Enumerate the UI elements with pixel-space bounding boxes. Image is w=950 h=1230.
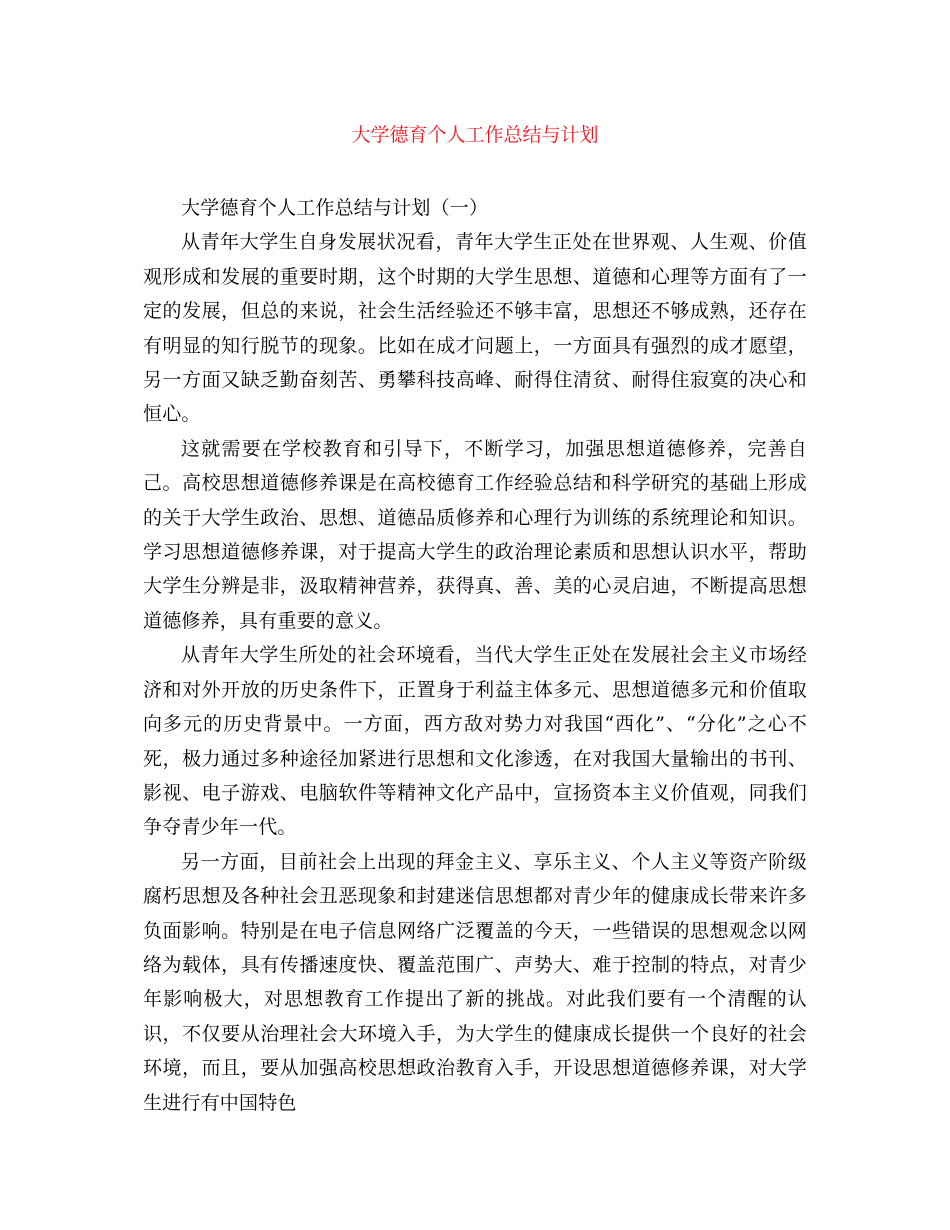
document-title: 大学德育个人工作总结与计划 xyxy=(351,124,599,146)
document-body xyxy=(143,191,807,1120)
paragraph-1: 从青年大学生自身发展状况看，青年大学生正处在世界观、人生观、价值观形成和发展的重要时期，这个时期的大学生思想、道德和心理等方面有了一定的发展，但总的来说，社会生活经验还不够丰富，思想还不够成熟，还存在有明显的知行脱节的现象。比如在成才问题上，一方面具有强烈的成才愿望，另一方面又缺乏勤奋刻苦、勇攀科技高峰、耐得住清贫、耐得住寂寞的决心和恒心。 xyxy=(143,231,807,426)
paragraph-4: 另一方面，目前社会上出现的拜金主义、享乐主义、个人主义等资产阶级腐朽思想及各种社会丑恶现象和封建迷信思想都对青少年的健康成长带来许多负面影响。特别是在电子信息网络广泛覆盖的今天，一些错误的思想观念以网络为载体，具有传播速度快、覆盖范围广、声势大、难于控制的特点，对青少年影响极大，对思想教育工作提出了新的挑战。对此我们要有一个清醒的认识，不仅要从治理社会大环境入手，为大学生的健康成长提供一个良好的社会环境，而且，要从加强高校思想政治教育入手，开设思想道德修养课，对大学生进行有中国特色 xyxy=(143,850,807,1114)
paragraph-2: 这就需要在学校教育和引导下，不断学习，加强思想道德修养，完善自己。高校思想道德修养课是在高校德育工作经验总结和科学研究的基础上形成的关于大学生政治、思想、道德品质修养和心理行为训练的系统理论和知识。学习思想道德修养课，对于提高大学生的政治理论素质和思想认识水平，帮助大学生分辨是非，汲取精神营养，获得真、善、美的心灵启迪，不断提高思想道德修养，具有重要的意义。 xyxy=(143,437,807,632)
paragraph-3: 从青年大学生所处的社会环境看，当代大学生正处在发展社会主义市场经济和对外开放的历史条件下，正置身于利益主体多元、思想道德多元和价值取向多元的历史背景中。一方面，西方敌对势力对我国“西化”、“分化”之心不死，极力通过多种途径加紧进行思想和文化渗透，在对我国大量输出的书刊、影视、电子游戏、电脑软件等精神文化产品中，宣扬资本主义价值观，同我们争夺青少年一代。 xyxy=(143,644,807,839)
section-heading: 大学德育个人工作总结与计划（一） xyxy=(181,197,489,219)
